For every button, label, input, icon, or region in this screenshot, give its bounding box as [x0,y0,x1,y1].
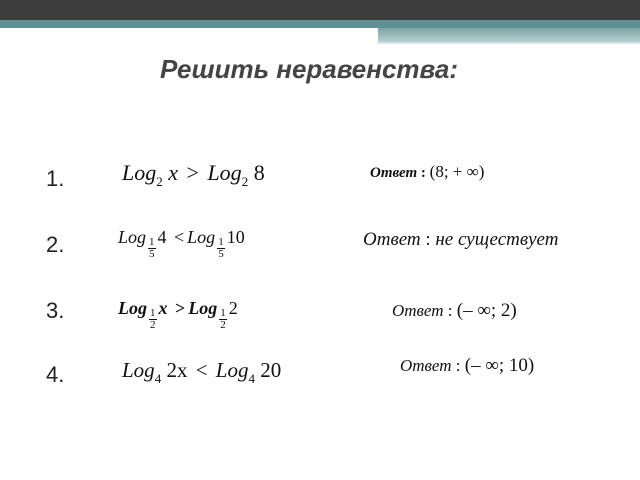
item-number-1: 1. [46,166,65,191]
item-number-4: 4. [46,362,65,387]
inequality-4: Log$_4$ 2x < Log$_4$ 20 [122,358,282,386]
header-accent-strip [378,28,640,42]
inequality-3: Log $\frac{1}{2}$ x > Log $\frac{1}{2}$ 2 [118,298,238,331]
header-accent-bar [0,20,640,28]
answer-2: Ответ : не существует [363,229,559,250]
header-bar [0,0,640,20]
inequality-2: Log $\frac{1}{5}$ 4 < Log $\frac{1}{5}$ 10 [118,227,245,260]
inequality-1: Log$_2$ x > Log$_2$ 8 [122,160,265,189]
header-accent-line [378,42,640,44]
item-number-3: 3. [46,298,65,323]
answer-3: Ответ : (– ∞; 2) [392,300,517,321]
answer-4: Ответ : (– ∞; 10) [400,355,535,376]
item-number-2: 2. [46,232,65,257]
slide-title: Решить неравенства: [160,54,459,84]
answer-1: Ответ : (8; + ∞) [370,162,485,181]
